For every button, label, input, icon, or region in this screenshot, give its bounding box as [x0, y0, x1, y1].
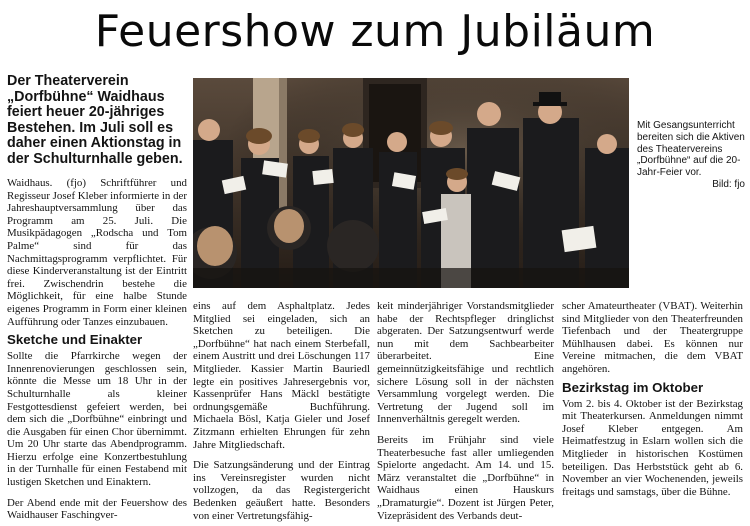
caption-text: Mit Gesangsunterricht bereiten sich die Aktiven des Theatervereins „Dorfbühne“ auf die 20-Jahr-Feier vor. [637, 120, 745, 179]
paragraph: Die Satzungsänderung und der Eintrag ins Vereinsregister wurden nicht vollzogen, da das Registergericht Bedenken geäußert hatte. Besonders von einer Vertretungsfähig- [193, 459, 370, 522]
article-photo [193, 78, 629, 288]
paragraph: scher Amateurtheater (VBAT). Weiterhin sind Mitglieder von den Theaterfreunden Tiefenbach und der Theatergruppe Mühlhausen dabei. Es können nur Vereine mitmachen, die dem VBAT angehören. [562, 300, 743, 375]
subheading: Bezirkstag im Oktober [562, 379, 704, 395]
choir-photo-illustration [193, 78, 629, 288]
text-column-3 [377, 300, 554, 526]
article-headline: Feuershow zum Jubiläum [94, 6, 656, 57]
photo-caption [637, 120, 745, 191]
paragraph: Bereits im Frühjahr sind viele Theaterbesuche fast aller umliegenden Spielorte angedacht. Am 14. und 15. März veranstaltet die „Dorfbühne“ in Waidhaus einen Hauskurs „Dramaturgie“. Dozent ist Jürgen Peter, Vizepräsident des Verbands deut- [377, 433, 554, 522]
paragraph: eins auf dem Asphaltplatz. Jedes Mitglied sei eingeladen, sich an Sketchen zu beteiligen. Die „Dorfbühne“ hat nach einem Sterbefall, einem Austritt und drei Löschungen 117 Mitglieder. Kassier Martin Bauriedl legte ein positives Jahresergebnis vor, Kassenprüfer Hans Mäckl bestätigte ordnungsgemäße Buchführung. Michaela Bösl, Katja Gieler und Josef Zitzmann erhielten Ehrungen für zehn Jahre Mitgliedschaft. [193, 300, 370, 451]
paragraph: Der Abend ende mit der Feuershow des Waidhauser Faschingver- [7, 496, 187, 522]
paragraph: Waidhaus. (fjo) Schriftführer und Regisseur Josef Kleber informierte in der Jahreshauptversammlung über das Programm am 25. Juli. Die Musikpädagogen „Rodscha und Tom Palme“ sind für das Nachmittagsprogramm verpflichtet. Für diese Kinderveranstaltung ist der Eintritt frei. Zwischendrin bestehe die Möglichkeit, für eine halbe Stunde eigenes Programm in Form einer kleinen Aufführung oder Tanzes einzubauen. [7, 177, 187, 328]
paragraph: Sollte die Pfarrkirche wegen der Innenrenovierungen geschlossen sein, könnte die Messe um 18 Uhr in der Schulturnhalle als kleiner Festgottesdienst gefeiert werden, bei dem sich die „Dorfbühne“ einbringt und die Ausgaben für einen Chor übernimmt. Um 20 Uhr starte das Abendprogramm. Hierzu erfolge eine Konzertbestuhlung in der Turnhalle für einen Festabend mit lustigen Sketchen und Einaktern. [7, 350, 187, 489]
article-lead [7, 74, 187, 168]
subheading: Sketche und Einakter [7, 332, 143, 348]
paragraph: keit minderjähriger Vorstandsmitglieder habe der Rechtspfleger dringlichst abgeraten. Der Satzungsentwurf werde nun mit dem Sachbearbeiter überarbeitet. Eine gemeinnützigkeitsfähige und rechtlich sichere Lösung soll in der nächsten Versammlung vorgelegt werden. Die Vertretung der Jugend soll im Innenverhältnis geregelt werden. [377, 300, 554, 426]
lead-text: Der Theaterverein „Dorfbühne“ Waidhaus feiert heuer 20-jähriges Bestehen. Im Juli soll es daher einen Aktionstag in der Schulturnhalle geben. [7, 73, 183, 167]
text-column-2 [193, 300, 370, 526]
photo-credit: Bild: fjo [712, 178, 745, 190]
text-column-4 [562, 300, 743, 502]
text-column-1 [7, 177, 187, 526]
paragraph: Vom 2. bis 4. Oktober ist der Bezirkstag mit Theaterkursen. Anmeldungen nimmt Josef Kleber entgegen. Am Heimatfestzug in Eslarn wollen sich die Mitglieder in historischen Kostümen beteiligen. Das Herbststück geht ab 6. November an vier Wochenenden, jeweils freitags und samstags, über die Bühne. [562, 397, 743, 498]
